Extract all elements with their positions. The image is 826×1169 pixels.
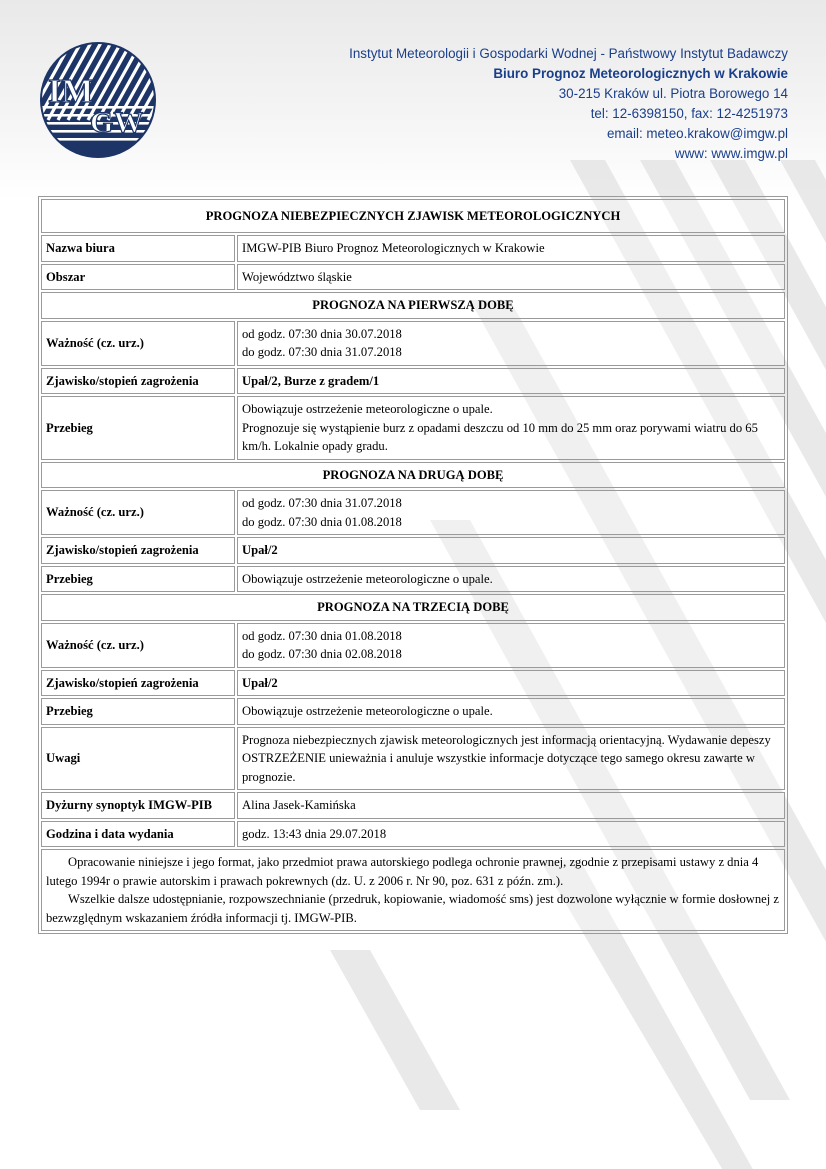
forecast-table [38,196,788,934]
day2-course-value: Obowiązuje ostrzeżenie meteorologiczne o upale. [237,566,785,593]
day2-validity-value [237,490,785,535]
copyright-paragraph-2: Wszelkie dalsze udostępnianie, rozpowszechnianie (przedruk, kopiowanie, wiadomość sms) jest dozwolone wyłącznie w formie dosłownej z bezwzględnym wskazaniem źródła informacji tj. IMGW-PIB. [46,892,779,925]
day2-heading-row [41,462,785,489]
office-label: Nazwa biura [41,235,235,262]
office-row [41,235,785,262]
day1-validity-from: od godz. 07:30 dnia 30.07.2018 [242,326,402,341]
day1-course-line1: Obowiązuje ostrzeżenie meteorologiczne o upale. [242,402,493,416]
area-value: Województwo śląskie [237,264,785,291]
office-phone: tel: 12-6398150, fax: 12-4251973 [590,106,788,121]
office-value: IMGW-PIB Biuro Prognoz Meteorologicznych w Krakowie [237,235,785,262]
remarks-value: Prognoza niebezpiecznych zjawisk meteorologicznych jest informacją orientacyjną. Wydawanie depeszy OSTRZEŻENIE unieważnia i anuluje wszystkie informacje dotyczące tego samego okresu zawarte w prognozie. [237,727,785,791]
area-label: Obszar [41,264,235,291]
day2-validity-from: od godz. 07:30 dnia 31.07.2018 [242,496,402,510]
day1-phenomenon-value: Upał/2, Burze z gradem/1 [237,368,785,395]
document-title: PROGNOZA NIEBEZPIECZNYCH ZJAWISK METEOROLOGICZNYCH [41,199,785,233]
day2-validity-row [41,490,785,535]
day3-validity-value [237,623,785,668]
issued-row [41,821,785,848]
remarks-label: Uwagi [41,727,235,791]
footer-row [41,849,785,931]
day3-validity-row [41,623,785,668]
day2-phenomenon-label: Zjawisko/stopień zagrożenia [41,537,235,564]
logo-text-top: IM [48,73,94,110]
day2-course-row [41,566,785,593]
forecaster-row [41,792,785,819]
day3-phenomenon-row [41,670,785,697]
day1-course-line2: Prognozuje się wystąpienie burz z opadami deszczu od 10 mm do 25 mm oraz porywami wiatru do 65 km/h. Lokalnie opady gradu. [242,420,758,453]
office-email[interactable]: email: meteo.krakow@imgw.pl [606,126,788,141]
office-website[interactable]: www: www.imgw.pl [674,146,788,161]
forecast-document [38,196,788,934]
day3-course-value: Obowiązuje ostrzeżenie meteorologiczne o upale. [237,698,785,725]
day3-heading-row [41,594,785,621]
day1-heading-row [41,292,785,319]
office-address: 30-215 Kraków ul. Piotra Borowego 14 [558,86,788,101]
title-row [41,199,785,233]
office-name: Biuro Prognoz Meteorologicznych w Krakowie [493,66,788,81]
day2-phenomenon-value: Upał/2 [237,537,785,564]
day2-course-label: Przebieg [41,566,235,593]
day1-validity-label: Ważność (cz. urz.) [41,321,235,366]
day1-validity-row [41,321,785,366]
forecaster-label: Dyżurny synoptyk IMGW-PIB [41,792,235,819]
day3-validity-label: Ważność (cz. urz.) [41,623,235,668]
issued-label: Godzina i data wydania [41,821,235,848]
day1-phenomenon-row [41,368,785,395]
copyright-note [41,849,785,931]
day1-validity-to: do godz. 07:30 dnia 31.07.2018 [242,345,402,359]
logo-text-bottom: GW [90,106,144,139]
day3-course-row [41,698,785,725]
day1-course-row [41,396,785,460]
day3-validity-to: do godz. 07:30 dnia 02.08.2018 [242,647,402,661]
issued-value: godz. 13:43 dnia 29.07.2018 [237,821,785,848]
day1-course-label: Przebieg [41,396,235,460]
day3-phenomenon-value: Upał/2 [237,670,785,697]
day1-validity-value [237,321,785,366]
copyright-paragraph-1: Opracowanie niniejsze i jego format, jako przedmiot prawa autorskiego podlega ochronie prawnej, zgodnie z przepisami ustawy z dnia 4 lutego 1994r o prawie autorskim i prawach pokrewnych (dz. U. z 2006 r. Nr 90, poz. 631 z późn. zm.). [46,855,759,888]
area-row [41,264,785,291]
institute-name: Instytut Meteorologii i Gospodarki Wodnej - Państwowy Instytut Badawczy [349,46,788,61]
institute-header [349,44,788,164]
day2-validity-label: Ważność (cz. urz.) [41,490,235,535]
day3-course-label: Przebieg [41,698,235,725]
day2-phenomenon-row [41,537,785,564]
day1-course-value [237,396,785,460]
day3-heading: PROGNOZA NA TRZECIĄ DOBĘ [41,594,785,621]
day2-validity-to: do godz. 07:30 dnia 01.08.2018 [242,514,402,529]
day1-phenomenon-label: Zjawisko/stopień zagrożenia [41,368,235,395]
day3-phenomenon-label: Zjawisko/stopień zagrożenia [41,670,235,697]
day3-validity-from: od godz. 07:30 dnia 01.08.2018 [242,628,402,643]
day2-heading: PROGNOZA NA DRUGĄ DOBĘ [41,462,785,489]
forecaster-value: Alina Jasek-Kamińska [237,792,785,819]
imgw-logo [38,40,158,160]
remarks-row [41,727,785,791]
day1-heading: PROGNOZA NA PIERWSZĄ DOBĘ [41,292,785,319]
